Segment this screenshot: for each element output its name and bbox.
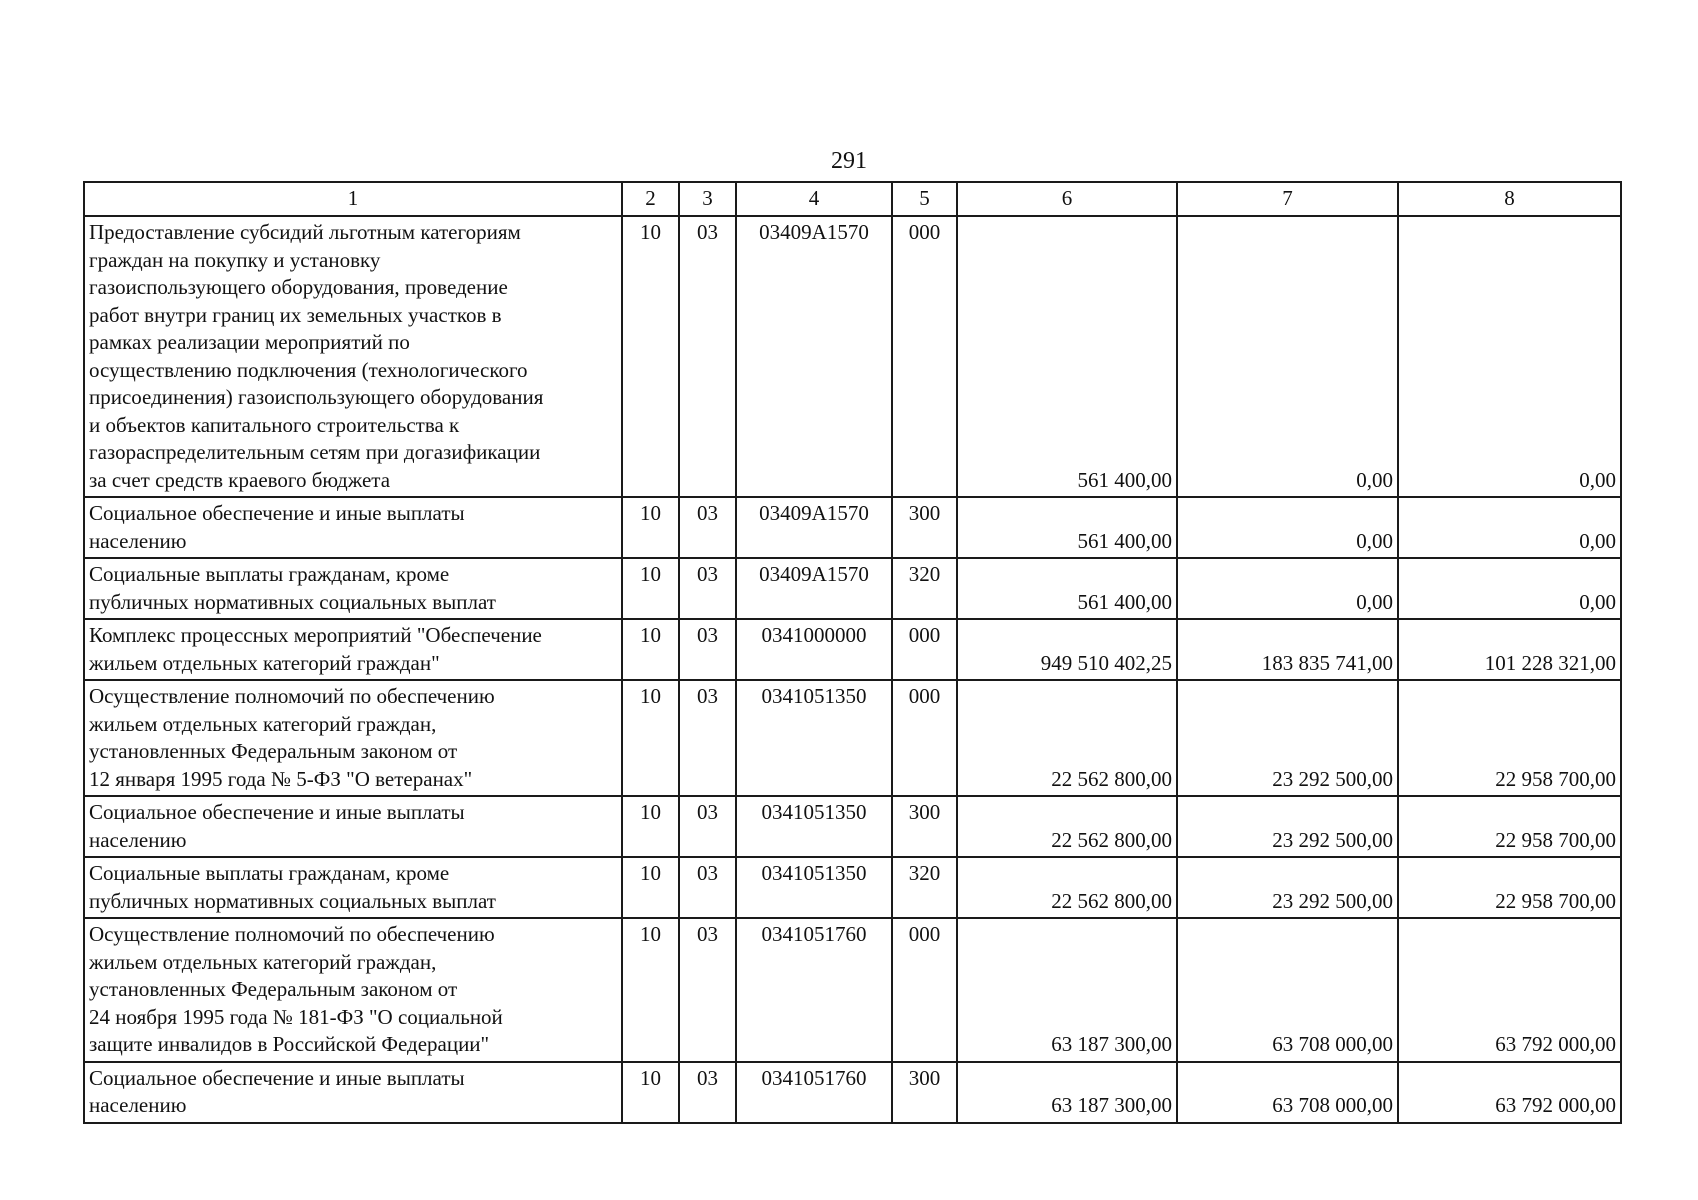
column-header: 1 (84, 182, 622, 216)
row-subsection: 03 (679, 857, 736, 918)
row-name: Социальные выплаты гражданам, кроме публичных нормативных социальных выплат (84, 857, 622, 918)
row-target-code: 03409А1570 (736, 558, 892, 619)
row-amount-year1: 561 400,00 (957, 216, 1177, 497)
row-expense-type: 000 (892, 918, 957, 1062)
row-section: 10 (622, 796, 679, 857)
row-section: 10 (622, 216, 679, 497)
row-amount-year3: 22 958 700,00 (1398, 796, 1621, 857)
row-subsection: 03 (679, 796, 736, 857)
row-expense-type: 300 (892, 1062, 957, 1123)
row-name: Социальное обеспечение и иные выплаты населению (84, 497, 622, 558)
column-header: 5 (892, 182, 957, 216)
row-name: Осуществление полномочий по обеспечению жильем отдельных категорий граждан, установленных Федеральным законом от 24 ноября 1995 года № 181-ФЗ "О социальной защите инвалидов в Российской Федерации" (84, 918, 622, 1062)
table-row (84, 857, 1621, 918)
row-amount-year3: 63 792 000,00 (1398, 918, 1621, 1062)
table-row (84, 216, 1621, 497)
row-section: 10 (622, 619, 679, 680)
table-row (84, 796, 1621, 857)
row-amount-year2: 23 292 500,00 (1177, 680, 1398, 796)
row-amount-year1: 22 562 800,00 (957, 680, 1177, 796)
row-subsection: 03 (679, 619, 736, 680)
table-row (84, 619, 1621, 680)
row-name: Социальные выплаты гражданам, кроме публичных нормативных социальных выплат (84, 558, 622, 619)
row-name: Предоставление субсидий льготным категориям граждан на покупку и установку газоиспользующего оборудования, проведение работ внутри границ их земельных участков в рамках реализации мероприятий по осуществлению подключения (технологического присоединения) газоиспользующего оборудования и объектов капитального строительства к газораспределительным сетям при догазификации за счет средств краевого бюджета (84, 216, 622, 497)
column-header: 6 (957, 182, 1177, 216)
row-amount-year3: 0,00 (1398, 497, 1621, 558)
row-amount-year1: 22 562 800,00 (957, 796, 1177, 857)
row-target-code: 0341051350 (736, 680, 892, 796)
row-amount-year3: 22 958 700,00 (1398, 857, 1621, 918)
row-amount-year2: 23 292 500,00 (1177, 796, 1398, 857)
row-amount-year2: 0,00 (1177, 558, 1398, 619)
row-amount-year2: 63 708 000,00 (1177, 1062, 1398, 1123)
row-name: Социальное обеспечение и иные выплаты населению (84, 796, 622, 857)
row-expense-type: 000 (892, 216, 957, 497)
page-number: 291 (831, 148, 867, 174)
row-section: 10 (622, 918, 679, 1062)
row-section: 10 (622, 558, 679, 619)
table-row (84, 1062, 1621, 1123)
budget-table (83, 181, 1622, 1124)
row-amount-year1: 22 562 800,00 (957, 857, 1177, 918)
row-section: 10 (622, 857, 679, 918)
column-header: 8 (1398, 182, 1621, 216)
table-row (84, 918, 1621, 1062)
row-subsection: 03 (679, 680, 736, 796)
row-subsection: 03 (679, 216, 736, 497)
row-amount-year3: 63 792 000,00 (1398, 1062, 1621, 1123)
row-amount-year1: 561 400,00 (957, 497, 1177, 558)
row-target-code: 03409А1570 (736, 497, 892, 558)
row-amount-year1: 561 400,00 (957, 558, 1177, 619)
row-amount-year2: 63 708 000,00 (1177, 918, 1398, 1062)
column-header: 3 (679, 182, 736, 216)
row-expense-type: 300 (892, 497, 957, 558)
row-amount-year2: 183 835 741,00 (1177, 619, 1398, 680)
row-expense-type: 320 (892, 857, 957, 918)
row-subsection: 03 (679, 918, 736, 1062)
row-amount-year1: 63 187 300,00 (957, 1062, 1177, 1123)
row-amount-year3: 0,00 (1398, 216, 1621, 497)
row-expense-type: 000 (892, 680, 957, 796)
row-target-code: 0341051350 (736, 857, 892, 918)
row-expense-type: 000 (892, 619, 957, 680)
row-name: Осуществление полномочий по обеспечению жильем отдельных категорий граждан, установленных Федеральным законом от 12 января 1995 года № 5-ФЗ "О ветеранах" (84, 680, 622, 796)
column-header: 7 (1177, 182, 1398, 216)
row-target-code: 0341051760 (736, 1062, 892, 1123)
row-amount-year1: 949 510 402,25 (957, 619, 1177, 680)
row-amount-year3: 101 228 321,00 (1398, 619, 1621, 680)
column-header: 4 (736, 182, 892, 216)
row-target-code: 03409А1570 (736, 216, 892, 497)
table-row (84, 680, 1621, 796)
row-target-code: 0341051760 (736, 918, 892, 1062)
row-section: 10 (622, 497, 679, 558)
table-row (84, 497, 1621, 558)
row-subsection: 03 (679, 1062, 736, 1123)
row-subsection: 03 (679, 497, 736, 558)
row-amount-year2: 0,00 (1177, 497, 1398, 558)
row-amount-year3: 0,00 (1398, 558, 1621, 619)
row-amount-year1: 63 187 300,00 (957, 918, 1177, 1062)
row-subsection: 03 (679, 558, 736, 619)
row-target-code: 0341051350 (736, 796, 892, 857)
row-amount-year2: 23 292 500,00 (1177, 857, 1398, 918)
row-name: Социальное обеспечение и иные выплаты населению (84, 1062, 622, 1123)
table-row (84, 558, 1621, 619)
row-target-code: 0341000000 (736, 619, 892, 680)
column-header: 2 (622, 182, 679, 216)
row-amount-year3: 22 958 700,00 (1398, 680, 1621, 796)
row-section: 10 (622, 1062, 679, 1123)
row-expense-type: 320 (892, 558, 957, 619)
row-name: Комплекс процессных мероприятий "Обеспечение жильем отдельных категорий граждан" (84, 619, 622, 680)
header-row (84, 182, 1621, 216)
row-amount-year2: 0,00 (1177, 216, 1398, 497)
row-expense-type: 300 (892, 796, 957, 857)
row-section: 10 (622, 680, 679, 796)
